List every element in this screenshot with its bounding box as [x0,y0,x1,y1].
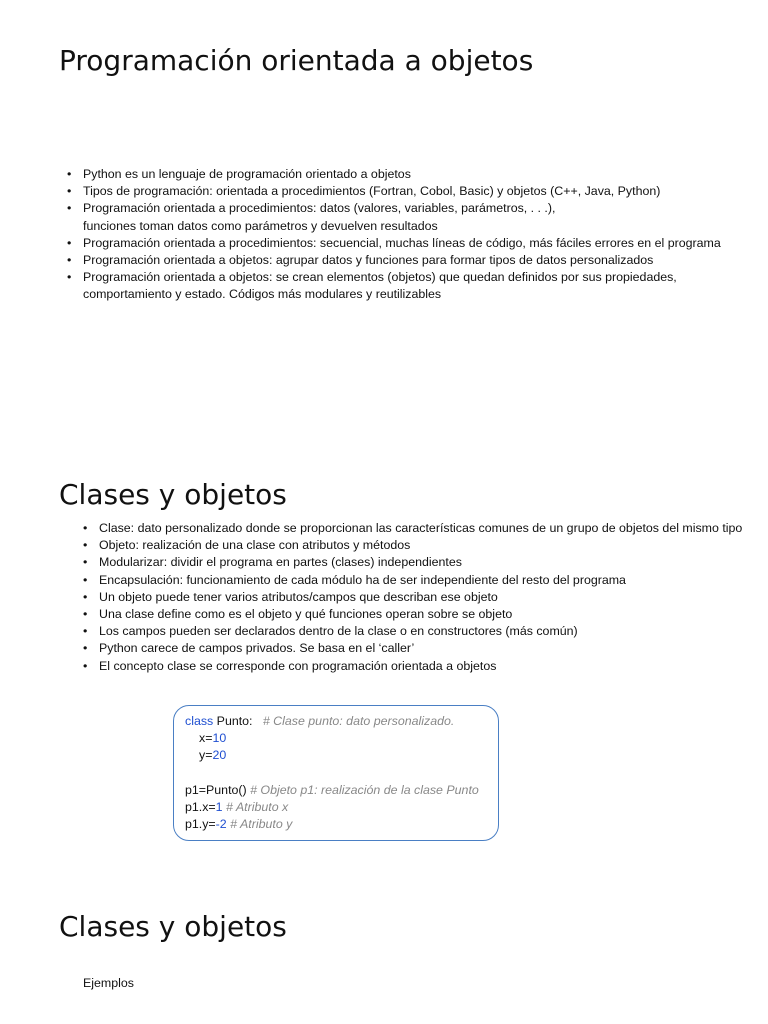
list-item: • El concepto clase se corresponde con programación orientada a objetos [79,658,742,675]
list-item: • Python carece de campos privados. Se basa en el ‘caller’ [79,640,742,657]
code-line: p1.y=-2 # Atributo y [185,817,293,832]
section3-title: Clases y objetos [59,910,287,943]
list-item: • Modularizar: dividir el programa en partes (clases) independientes [79,554,742,571]
code-example-box [173,705,499,841]
code-line: p1=Punto() # Objeto p1: realización de la clase Punto [185,782,479,797]
list-item: • Objeto: realización de una clase con atributos y métodos [79,537,742,554]
list-item: • Tipos de programación: orientada a procedimientos (Fortran, Cobol, Basic) y objetos (C++, Java, Python) [63,183,721,200]
list-item: • Clase: dato personalizado donde se proporcionan las características comunes de un grupo de objetos del mismo tipo [79,520,742,537]
list-item: • Una clase define como es el objeto y qué funciones operan sobre se objeto [79,606,742,623]
list-item: • Programación orientada a procedimientos: datos (valores, variables, parámetros, . . .), funciones toman datos como parámetros y devuelven resultados [63,200,721,234]
list-item: • Un objeto puede tener varios atributos/campos que describan ese objeto [79,589,742,606]
examples-label: Ejemplos [83,976,134,990]
list-item: • Python es un lenguaje de programación orientado a objetos [63,166,721,183]
list-item: • Programación orientada a objetos: agrupar datos y funciones para formar tipos de datos personalizados [63,252,721,269]
code-line: x=10 [199,731,227,746]
list-item: • Encapsulación: funcionamiento de cada módulo ha de ser independiente del resto del programa [79,572,742,589]
section1-title: Programación orientada a objetos [59,44,534,77]
code-line: p1.x=1 # Atributo x [185,799,289,814]
code-line: class Punto: # Clase punto: dato personalizado. [185,714,455,728]
section2-title: Clases y objetos [59,478,287,511]
code-line: y=20 [199,748,227,763]
list-item: • Programación orientada a objetos: se crean elementos (objetos) que quedan definidos por sus propiedades, comportamiento y estado. Códigos más modulares y reutilizables [63,269,721,303]
list-item: • Los campos pueden ser declarados dentro de la clase o en constructores (más común) [79,623,742,640]
list-item: • Programación orientada a procedimientos: secuencial, muchas líneas de código, más fáciles errores en el programa [63,235,721,252]
code-blank-line [185,765,498,782]
section2-bullet-list [79,520,742,675]
section1-bullet-list [63,166,721,304]
